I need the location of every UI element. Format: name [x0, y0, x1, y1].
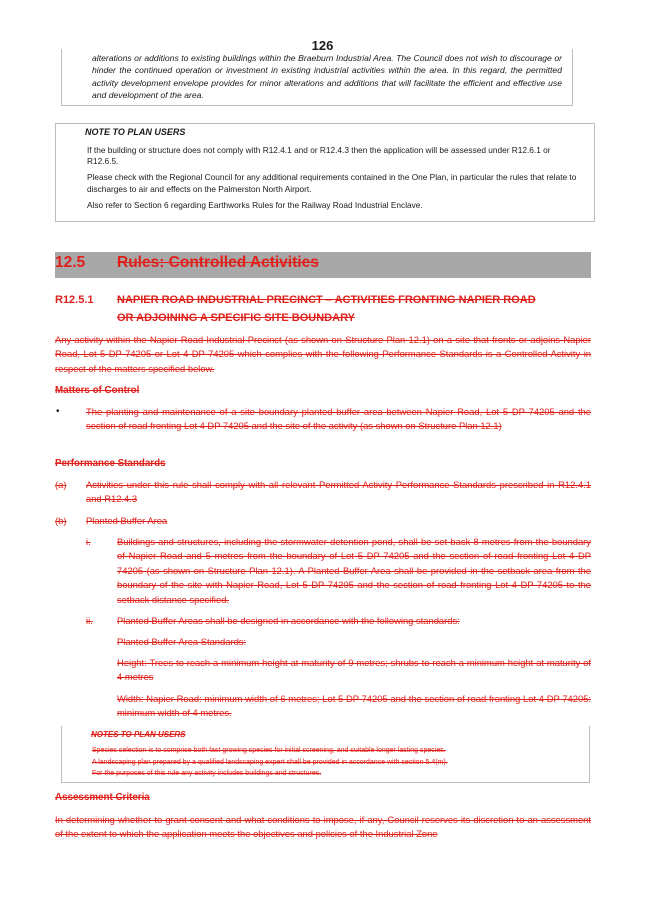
- notes-line: A landscaping plan prepared by a qualified landscaping expert shall be provided in accordance with section 5.4(m).: [92, 758, 448, 766]
- intro-text: alterations or additions to existing buildings within the Braeburn Industrial Area. The Council does not wish to discourage or hinder the continued operation or investment in existing industrial activities within the area. In this regard, the permitted activity development envelope provides for minor alterations and additions that will facilitate the efficient and effective use and development of the area.: [92, 53, 562, 100]
- notes-line: Species selection is to comprise both fast growing species for initial screening, and suitable longer lasting species.: [92, 747, 446, 754]
- assessment-criteria-heading: Assessment Criteria: [55, 792, 150, 803]
- intro-box: [61, 49, 573, 106]
- notes-box: [61, 726, 590, 783]
- rule-title-line1: NAPIER ROAD INDUSTRIAL PRECINCT – ACTIVITIES FRONTING NAPIER ROAD: [117, 294, 536, 306]
- bullet: •: [56, 406, 60, 417]
- height-standard: Height: Trees to reach a minimum height at maturity of 9 metres; shrubs to reach a minimum height at maturity of 4 metres: [117, 657, 591, 683]
- item-b-marker: (b): [55, 515, 67, 526]
- standards-heading: Planted Buffer Area Standards:: [117, 636, 247, 647]
- section-number: 12.5: [55, 254, 86, 271]
- item-i-text: Buildings and structures, including the stormwater detention pond, shall be set back 8 metres from the boundary of Napier Road and 5 metres from the boundary of Lot 5 DP 74205 and the section of road fronting Lot 4 DP 74205 (as shown on Structure Plan 12.1). A Planted Buffer Area shall be provided in the setback area from the boundary of the site with Napier Road, Lot 5 DP 74205 and the section of road fronting Lot 4 DP 74205 to the setback distance specified.: [117, 536, 591, 605]
- note-paragraph: If the building or structure does not comply with R12.4.1 and or R12.4.3 then the application will be assessed under R12.6.1 or R12.6.5.: [87, 145, 551, 167]
- note-paragraph: Also refer to Section 6 regarding Earthworks Rules for the Railway Road Industrial Enclave.: [87, 199, 423, 210]
- rule-intro: Any activity within the Napier Road Industrial Precinct (as shown on Structure Plan 12.1) on a site that fronts or adjoins Napier Road, Lot 5 DP 74205 or Lot 4 DP 74205 which complies with the following Performance Standards is a Controlled Activity in respect of the matters specified below.: [55, 334, 591, 374]
- note-title: NOTE TO PLAN USERS: [85, 127, 186, 137]
- rule-title-line2: OR ADJOINING A SPECIFIC SITE BOUNDARY: [117, 312, 355, 324]
- section-title: Rules: Controlled Activities: [117, 254, 319, 271]
- page-number: 126: [311, 38, 334, 53]
- item-b-text: Planted Buffer Area: [86, 515, 168, 526]
- section-heading: [55, 254, 319, 272]
- rule-heading: [55, 291, 595, 327]
- notes-line: For the purposes of this rule any activity includes buildings and structures.: [92, 770, 322, 777]
- item-i-marker: i.: [86, 536, 91, 547]
- item-a-text: Activities under this rule shall comply with all relevant Permitted Activity Performance Standards prescribed in R12.4.1 and R12.4.3: [86, 479, 591, 505]
- performance-standards-heading: Performance Standards: [55, 458, 166, 469]
- item-ii-text: Planted Buffer Areas shall be designed in accordance with the following standards:: [117, 615, 460, 626]
- width-standard: Width: Napier Road: minimum width of 6 metres; Lot 5 DP 74205 and the section of road fronting Lot 4 DP 74205: minimum width of 4 metres.: [117, 693, 591, 719]
- item-ii-marker: ii.: [86, 615, 93, 626]
- matters-of-control-item: The planting and maintenance of a site boundary planted buffer area between Napier Road, Lot 5 DP 74205 and the section of road fronting Lot 4 DP 74205 and the site of the activity (as shown on Structure Plan 12.1): [86, 406, 591, 432]
- note-box: [55, 123, 595, 222]
- item-a-marker: (a): [55, 479, 67, 490]
- rule-number: R12.5.1: [55, 294, 94, 306]
- note-paragraph: Please check with the Regional Council for any additional requirements contained in the One Plan, in particular the rules that relate to discharges to air and effects on the Palmerston North Airport.: [87, 172, 577, 194]
- assessment-criteria-text: In determining whether to grant consent and what conditions to impose, if any, Council reserves its discretion to an assessment of the extent to which the application meets the objectives and policies of the Industrial Zone: [55, 814, 591, 840]
- matters-of-control-heading: Matters of Control: [55, 385, 140, 396]
- notes-title: NOTES TO PLAN USERS: [91, 730, 186, 739]
